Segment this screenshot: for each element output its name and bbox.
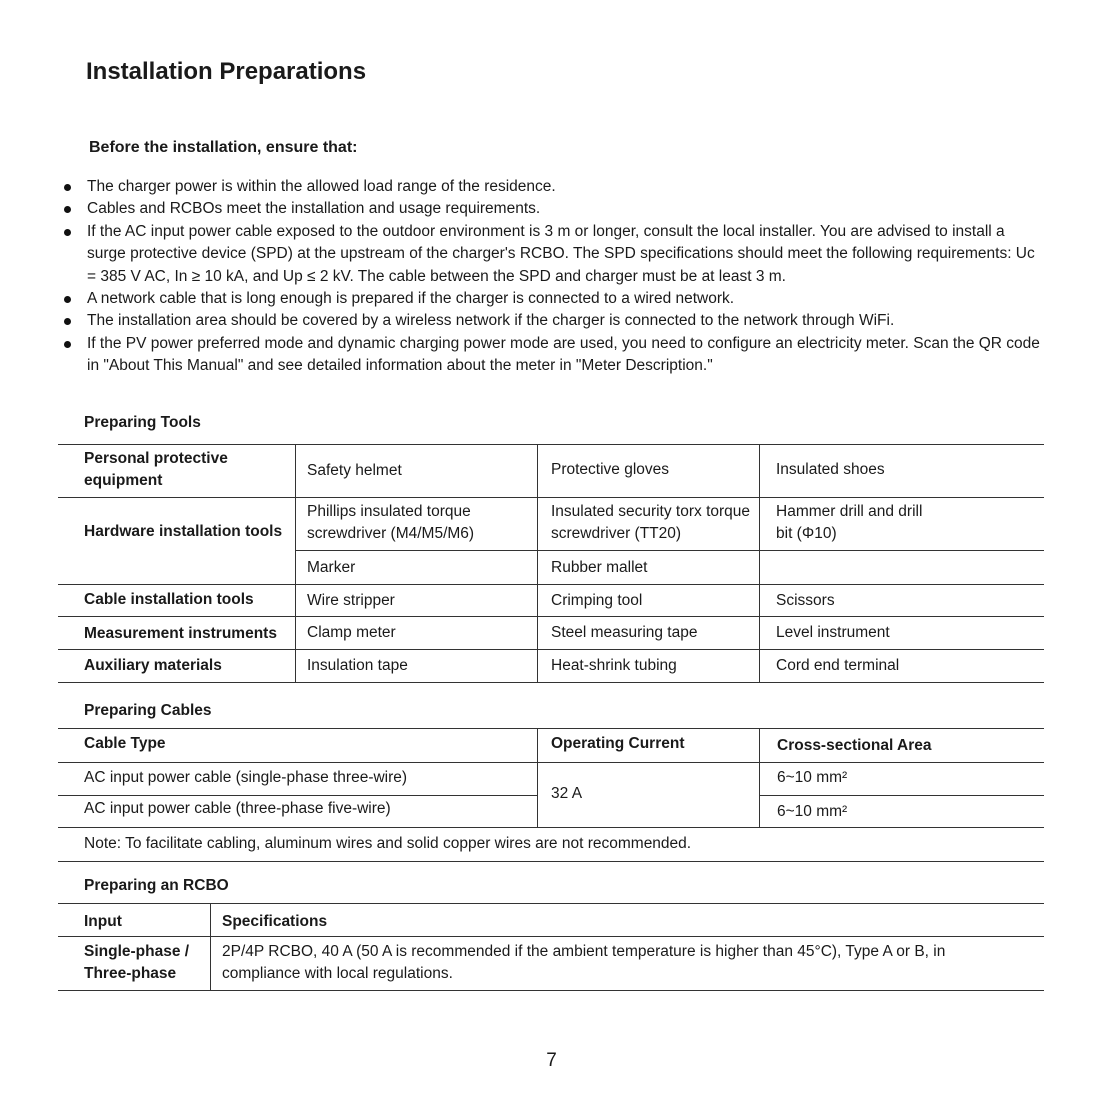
table-rule <box>58 827 1044 828</box>
table-rule <box>295 444 296 683</box>
table-note: Note: To facilitate cabling, aluminum wires and solid copper wires are not recommended. <box>84 835 692 852</box>
table-cell: Phillips insulated torque screwdriver (M4/M5/M6) <box>307 503 475 542</box>
section-title-rcbo: Preparing an RCBO <box>84 877 229 894</box>
table-cell: Hammer drill and drill bit (Φ10) <box>776 503 923 542</box>
page-number: 7 <box>546 1050 557 1071</box>
table-cell: Level instrument <box>776 624 890 641</box>
list-item: The charger power is within the allowed load range of the residence. <box>60 176 1045 198</box>
table-rule <box>759 795 1044 796</box>
table-rule <box>58 795 537 796</box>
list-item: The installation area should be covered by a wireless network if the charger is connected to the network through WiFi. <box>60 310 1045 332</box>
table-cell: Heat-shrink tubing <box>551 657 677 674</box>
table-cell: Steel measuring tape <box>551 624 698 641</box>
row-label-auxiliary: Auxiliary materials <box>84 657 222 674</box>
page-title: Installation Preparations <box>86 58 367 85</box>
column-header: Input <box>84 913 122 930</box>
table-rule <box>58 497 1044 498</box>
table-cell: Wire stripper <box>307 592 395 609</box>
list-item: If the AC input power cable exposed to the outdoor environment is 3 m or longer, consult the local installer. You are advised to install a surge protective device (SPD) at the upstream of the charger's RCBO. The SPD specifications should meet the following requirements: Uc = 385 V AC, In ≥ 10 kA, and Up ≤ 2 kV. The cable between the SPD and charger must be at least 3 m. <box>60 221 1045 288</box>
table-cell: AC input power cable (single-phase three-wire) <box>84 769 408 786</box>
table-cell: Insulated security torx torque screwdriver (TT20) <box>551 503 751 542</box>
table-cell: Scissors <box>776 592 835 609</box>
table-rule <box>537 728 538 828</box>
table-cell: Safety helmet <box>307 462 402 479</box>
table-cell: Protective gloves <box>551 461 670 478</box>
table-cell: 2P/4P RCBO, 40 A (50 A is recommended if the ambient temperature is higher than 45°C), Type A or B, in compliance with local regulations. <box>222 943 946 982</box>
table-rule <box>210 903 211 991</box>
column-header: Cross-sectional Area <box>777 737 932 754</box>
table-rule <box>58 990 1044 991</box>
table-rule <box>58 649 1044 650</box>
table-rule <box>58 584 1044 585</box>
table-rule <box>58 682 1044 683</box>
table-cell: Marker <box>307 559 356 576</box>
column-header: Cable Type <box>84 735 166 752</box>
list-item: If the PV power preferred mode and dynamic charging power mode are used, you need to configure an electricity meter. Scan the QR code in "About This Manual" and see detailed information about the meter in "Meter Description." <box>60 333 1045 378</box>
table-cell: 32 A <box>551 785 583 802</box>
column-header: Operating Current <box>551 735 685 752</box>
table-rule <box>58 762 1044 763</box>
list-item: Cables and RCBOs meet the installation and usage requirements. <box>60 198 1045 220</box>
requirements-list <box>60 176 1045 378</box>
row-label-measurement: Measurement instruments <box>84 625 277 642</box>
table-rule <box>58 936 1044 937</box>
table-cell: Insulated shoes <box>776 461 885 478</box>
table-cell: AC input power cable (three-phase five-wire) <box>84 800 391 817</box>
table-cell: Rubber mallet <box>551 559 648 576</box>
table-cell: 6~10 mm² <box>777 803 848 820</box>
list-item: A network cable that is long enough is prepared if the charger is connected to a wired network. <box>60 288 1045 310</box>
table-cell: Clamp meter <box>307 624 396 641</box>
intro-heading: Before the installation, ensure that: <box>89 139 358 156</box>
table-rule <box>759 728 760 828</box>
table-cell: 6~10 mm² <box>777 769 848 786</box>
table-rule <box>759 444 760 683</box>
row-label-cable-tools: Cable installation tools <box>84 591 254 608</box>
table-rule <box>295 550 1044 551</box>
column-header: Specifications <box>222 913 328 930</box>
table-rule <box>58 444 1044 445</box>
table-rule <box>58 861 1044 862</box>
table-rule <box>58 616 1044 617</box>
table-cell: Insulation tape <box>307 657 408 674</box>
table-rule <box>537 444 538 683</box>
section-title-tools: Preparing Tools <box>84 414 201 431</box>
table-cell: Cord end terminal <box>776 657 900 674</box>
table-cell: Single-phase / Three-phase <box>84 943 190 982</box>
table-rule <box>58 728 1044 729</box>
row-label-hardware: Hardware installation tools <box>84 523 283 540</box>
table-cell: Crimping tool <box>551 592 643 609</box>
row-label-ppe: Personal protective equipment <box>84 450 228 489</box>
table-rule <box>58 903 1044 904</box>
section-title-cables: Preparing Cables <box>84 702 212 719</box>
